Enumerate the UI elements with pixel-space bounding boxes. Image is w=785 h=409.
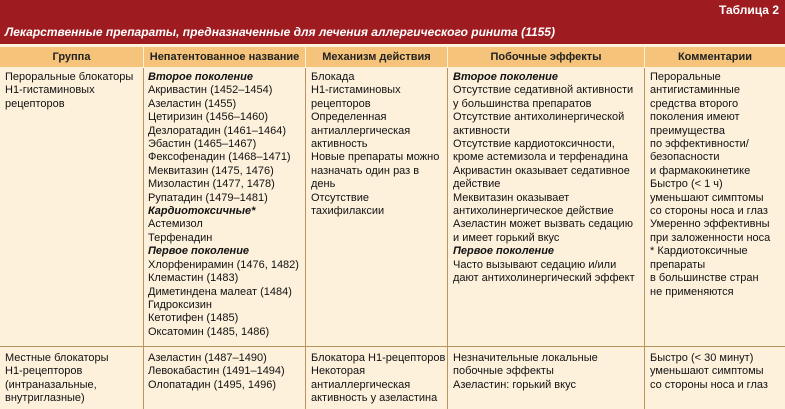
cell-line: Цетиризин (1456–1460) [148,111,269,124]
column-divider [143,68,144,409]
subheading: Первое поколение [148,245,250,258]
cell-line: день [311,178,336,191]
subheading: Кардиотоксичные* [148,205,256,218]
col-header-side-effects: Побочные эффекты [448,47,644,67]
column-divider [644,68,645,409]
row2-side-effects [453,352,598,392]
cell-line: Дезлоратадин (1461–1464) [148,124,287,137]
cell-line: активность у азеластина [311,392,438,405]
cell-line: уменьшают симптомы [650,191,764,204]
cell-line: рецепторов [5,97,65,110]
cell-line: со стороны носа и глаз [650,378,768,391]
cell-line: Н1-гистаминовых [311,84,401,97]
cell-line: Эбастин (1465–1467) [148,138,257,151]
col-header-comments: Комментарии [645,47,785,67]
cell-line: Меквитазин (1475, 1476) [148,164,274,177]
cell-line: Новые препараты можно [311,151,440,164]
cell-line: антиаллергическая [311,378,411,391]
cell-line: Пероральные [650,71,721,83]
row2-mechanism [311,352,445,406]
cell-line: Акривастин оказывает седативное [453,164,630,177]
cell-line: по эффективности/ [650,138,749,151]
row1-names [148,71,299,339]
cell-line: рецепторов [311,97,371,110]
cell-line: не применяются [650,285,734,298]
cell-line: антигистаминные [650,84,740,97]
cell-line: у большинства препаратов [453,97,592,110]
cell-line: Местные блокаторы [5,352,109,364]
row1-group [5,71,133,111]
col-header-mechanism: Механизм действия [306,47,447,67]
column-divider [447,68,448,409]
cell-line: и имеет горький вкус [453,231,560,244]
cell-line: Пероральные блокаторы [5,71,134,83]
cell-line: Быстро (< 1 ч) [650,178,723,191]
cell-line: Отсутствие кардиотоксичности, [453,138,615,151]
cell-line: Меквитазин оказывает [453,191,570,204]
cell-line: активности [453,124,510,137]
cell-line: кроме астемизола и терфенадина [453,151,628,164]
cell-line: Быстро (< 30 минут) [650,352,754,364]
col-header-name: Непатентованное название [144,47,305,67]
row-divider [0,346,785,347]
cell-line: * Кардиотоксичные [650,245,748,258]
row1-side-effects [453,71,635,286]
cell-line: Диметиндена малеат (1484) [148,285,292,298]
cell-line: Левокабастин (1491–1494) [148,365,285,378]
cell-line: Отсутствие антихолинергической [453,111,625,124]
cell-line: со стороны носа и глаз [650,205,768,218]
cell-line: Клемастин (1483) [148,272,239,285]
cell-line: Н1-гистаминовых [5,84,95,97]
row2-names [148,352,285,392]
cell-line: Акривастин (1452–1454) [148,84,273,97]
cell-line: дают антихолинергический эффект [453,272,635,285]
cell-line: действие [453,178,501,191]
cell-line: Отсутствие [311,191,370,204]
table-title: Лекарственные препараты, предназначенные для лечения аллергического ринита (1155) [5,25,555,39]
cell-line: уменьшают симптомы [650,365,764,378]
cell-line: активность [311,138,368,151]
table-label-bar [0,0,785,21]
cell-line: назначать один раз в [311,164,420,177]
col-header-group: Группа [0,47,143,67]
cell-line: (интраназальные, [5,378,97,391]
cell-line: поколения имеют [650,111,740,124]
cell-line: Часто вызывают седацию и/или [453,258,617,271]
cell-line: безопасности [650,151,720,164]
row2-group [5,352,109,406]
subheading: Первое поколение [453,245,555,258]
cell-line: Некоторая [311,365,366,378]
row1-mechanism [311,71,439,218]
cell-line: Отсутствие седативной активности [453,84,634,97]
cell-line: препараты [650,258,706,271]
cell-line: и фармакокинетике [650,164,751,177]
cell-line: Азеластин: горький вкус [453,378,576,391]
cell-line: антиаллергическая [311,124,411,137]
table-number: Таблица 2 [718,3,779,17]
cell-line: Олопатадин (1495, 1496) [148,378,277,391]
cell-line: Оксатомин (1485, 1486) [148,325,270,338]
cell-line: Азеластин (1455) [148,97,237,110]
column-divider [305,68,306,409]
cell-line: Блокада [311,71,355,83]
cell-line: преимущества [650,124,725,137]
subheading: Второе поколение [148,71,253,83]
cell-line: Н1-рецепторов [5,365,83,378]
row1-comments [650,71,770,299]
cell-line: тахифилаксии [311,205,385,218]
cell-line: в большинстве стран [650,272,759,285]
cell-line: Азеластин может вызвать седацию [453,218,633,231]
cell-line: Рупатадин (1479–1481) [148,191,268,204]
cell-line: внутриглазные) [5,392,85,405]
cell-line: Азеластин (1487–1490) [148,352,267,364]
row2-comments [650,352,768,392]
cell-line: Кетотифен (1485) [148,312,239,325]
cell-line: Хлорфенирамин (1476, 1482) [148,258,299,271]
cell-line: Мизоластин (1477, 1478) [148,178,275,191]
cell-line: побочные эффекты [453,365,554,378]
subheading: Второе поколение [453,71,558,83]
title-bar [0,21,785,44]
cell-line: Умеренно эффективны [650,218,770,231]
cell-line: антихолинергическое действие [453,205,614,218]
cell-line: Астемизол [148,218,203,231]
cell-line: средства второго [650,97,739,110]
cell-line: Незначительные локальные [453,352,598,364]
cell-line: Терфенадин [148,231,213,244]
cell-line: Блокатора Н1-рецепторов [311,352,446,364]
cell-line: Фексофенадин (1468–1471) [148,151,291,164]
cell-line: Определенная [311,111,387,124]
cell-line: при заложенности носа [650,231,771,244]
cell-line: Гидроксизин [148,298,212,311]
